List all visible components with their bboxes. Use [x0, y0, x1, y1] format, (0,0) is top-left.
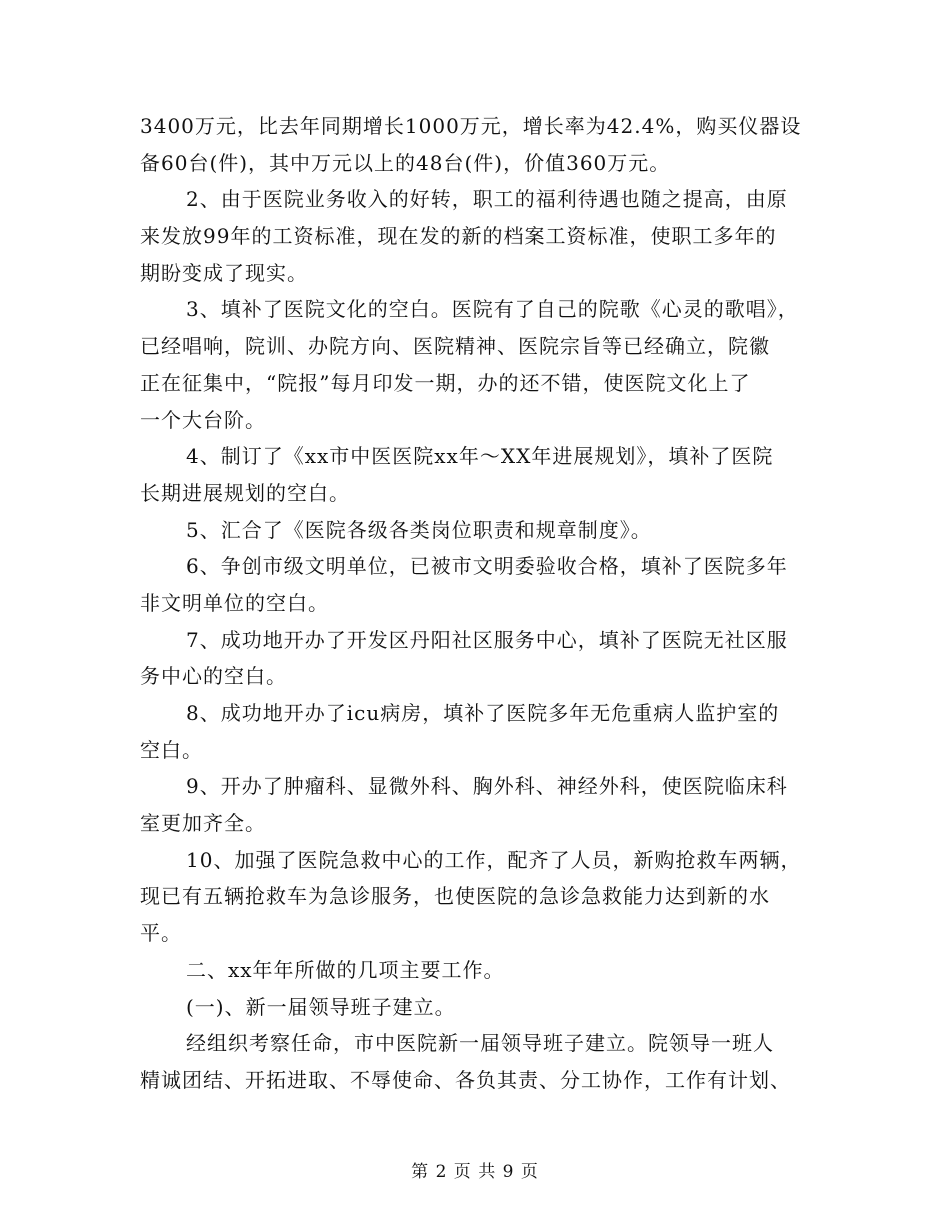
text-line: 现已有五辆抢救车为急诊服务，也使医院的急诊急救能力达到新的水 [140, 884, 770, 909]
text-line: 空白。 [140, 737, 203, 762]
page-footer: 第 2 页 共 9 页 [411, 1162, 539, 1182]
text-line: (一)、新一届领导班子建立。 [186, 994, 456, 1019]
text-line: 室更加齐全。 [140, 811, 266, 836]
text-line: 已经唱响，院训、办院方向、医院精神、医院宗旨等已经确立，院徽 [140, 334, 770, 359]
text-line: 3400万元，比去年同期增长1000万元，增长率为42.4%，购买仪器设 [140, 114, 802, 138]
text-line: 来发放99年的工资标准，现在发的新的档案工资标准，使职工多年的 [140, 224, 777, 249]
text-line: 期盼变成了现实。 [140, 260, 308, 285]
text-line: 经组织考察任命，市中医院新一届领导班子建立。院领导一班人 [186, 1031, 774, 1056]
text-line: 正在征集中，“院报”每月印发一期，办的还不错，使医院文化上了 [140, 370, 751, 395]
text-line: 5、汇合了《医院各级各类岗位职责和规章制度》。 [186, 517, 652, 542]
text-line: 二、xx年年所做的几项主要工作。 [186, 957, 505, 982]
text-line: 备60台(件)，其中万元以上的48台(件)，价值360万元。 [140, 150, 671, 175]
text-line: 精诚团结、开拓进取、不辱使命、各负其责、分工协作，工作有计划、 [140, 1067, 791, 1092]
text-line: 8、成功地开办了icu病房，填补了医院多年无危重病人监护室的 [186, 701, 780, 725]
document-body [140, 108, 820, 1099]
text-line: 3、填补了医院文化的空白。医院有了自己的院歌《心灵的歌唱》， [186, 297, 799, 322]
text-line: 6、争创市级文明单位，已被市文明委验收合格，填补了医院多年 [186, 554, 788, 579]
text-line: 4、制订了《xx市中医医院xx年～XX年进展规划》，填补了医院 [186, 444, 774, 469]
text-line: 非文明单位的空白。 [140, 590, 329, 615]
text-line: 2、由于医院业务收入的好转，职工的福利待遇也随之提高，由原 [186, 187, 788, 212]
text-line: 7、成功地开办了开发区丹阳社区服务中心，填补了医院无社区服 [186, 627, 788, 652]
text-line: 务中心的空白。 [140, 664, 287, 689]
text-line: 平。 [140, 921, 182, 946]
text-line: 一个大台阶。 [140, 407, 266, 432]
text-line: 10、加强了医院急救中心的工作，配齐了人员，新购抢救车两辆， [186, 847, 802, 872]
text-line: 9、开办了肿瘤科、显微外科、胸外科、神经外科，使医院临床科 [186, 774, 788, 799]
text-line: 长期进展规划的空白。 [140, 480, 350, 505]
